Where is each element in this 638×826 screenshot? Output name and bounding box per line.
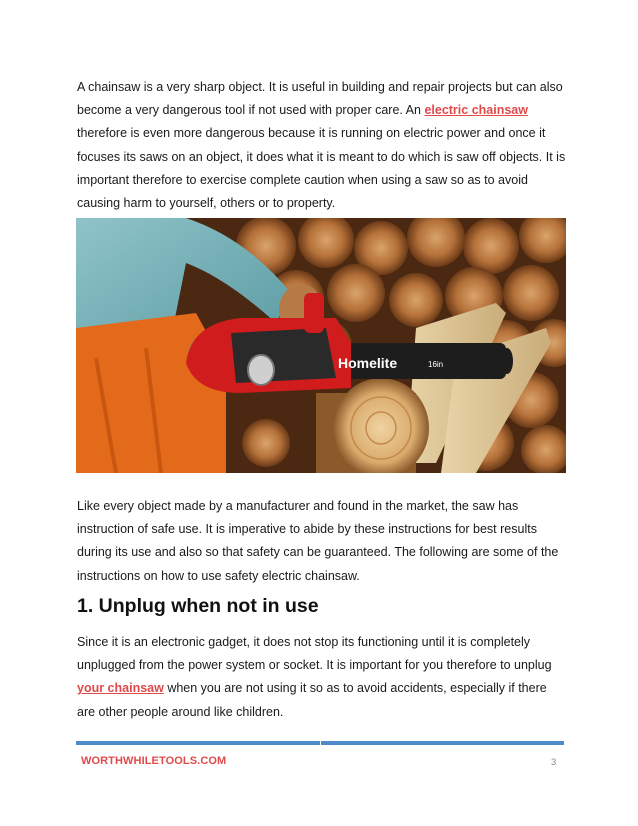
footer-rule-left xyxy=(76,741,320,745)
unplug-text-start: Since it is an electronic gadget, it does not stop its functioning until it is completely unplugged from the power system or socket. It is important for you therefore to unplug xyxy=(77,635,552,673)
section-heading: 1. Unplug when not in use xyxy=(77,595,319,617)
intro-text-start: A chainsaw is a very sharp object. It is useful in building and repair projects but can also become a very dangerous tool if not used with proper care. An xyxy=(77,80,563,118)
chainsaw-photo xyxy=(76,218,566,473)
electric-chainsaw-link[interactable]: electric chainsaw xyxy=(424,103,528,118)
unplug-paragraph xyxy=(77,631,567,724)
footer-rule-right xyxy=(321,741,564,745)
instructions-paragraph: Like every object made by a manufacturer and found in the market, the saw has instruction of safe use. It is imperative to abide by these instructions for best results during its use and also so that safety can be guaranteed. The following are some of the instructions on how to use safety electric chainsaw. xyxy=(77,499,559,583)
chainsaw-photo-svg xyxy=(76,218,566,473)
unplug-text-end: when you are not using it so as to avoid accidents, especially if there are other people around like children. xyxy=(77,681,547,719)
intro-paragraph xyxy=(77,76,567,215)
chainsaw-brand-text: Homelite xyxy=(338,355,398,371)
page-number: 3 xyxy=(551,757,557,768)
intro-text-end: therefore is even more dangerous because it is running on electric power and once it focuses its saws on an object, it does what it is meant to do which is saw off objects. It is important therefore to exercise complete caution when using a saw so as to avoid causing harm to yourself, others or to property. xyxy=(77,126,566,211)
your-chainsaw-link[interactable]: your chainsaw xyxy=(77,681,164,696)
footer-site-name: WORTHWHILETOOLS.COM xyxy=(81,755,227,767)
chainsaw-bar-size-text: 16in xyxy=(428,360,444,369)
